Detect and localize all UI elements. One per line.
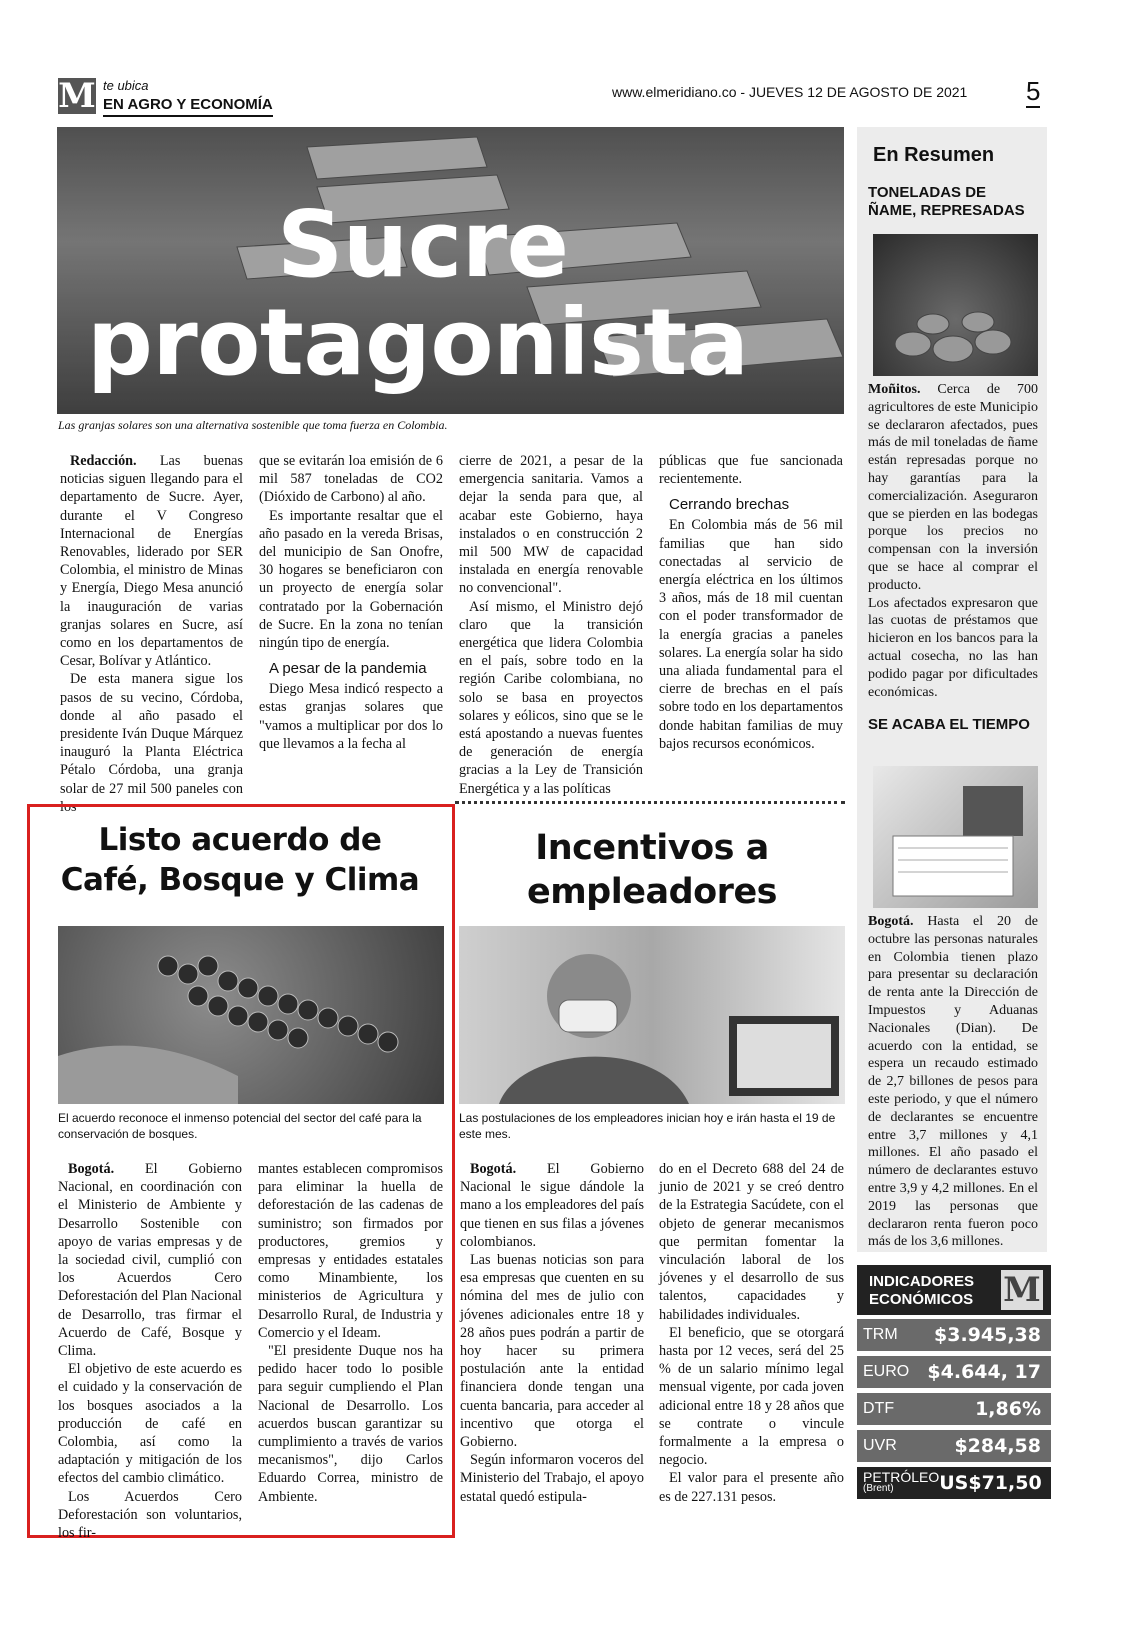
indicator-row-uvr [857,1430,1051,1462]
top-col3-p2: Así mismo, el Ministro dejó claro que la transición energética que lidera Colombia en el país, sobre todo en la región Caribe colombiana, no solo se basa en proyectos solares y eólicos, sino que se le está apostando a nuevas fuentes de generación de energía gracias a la Ley de Transición Energética y a las políticas [459,598,643,797]
employer-lead: Bogotá. [470,1161,517,1177]
main-headline-line1: Sucre [277,191,569,298]
employer-col1-p3: Según informaron voceros del Ministerio del Trabajo, el apoyo estatal quedó estipula- [460,1452,644,1505]
employer-col2-p1: do en el Decreto 688 del 24 de junio de 2021 y se creó dentro de la Estrategia Sacúdete, con el objeto de generar mecanismos que permitan fomentar la vinculación laboral de los jóvenes y el desarrollo de sus talentos, capacidades y habilidades individuales. [659,1161,844,1323]
sidebar-title: En Resumen [873,144,995,166]
top-subhead-brechas: Cerrando brechas [669,496,790,514]
indicators-title-line1: INDICADORES [869,1273,975,1290]
top-col4-p1: públicas que fue sancionada recientemente. [659,453,843,488]
sidebar-item1-body [868,381,1038,701]
indicator-row-euro [857,1356,1051,1388]
sidebar-item2-title: SE ACABA EL TIEMPO [868,716,1030,733]
indicator-row-trm [857,1319,1051,1351]
top-col2-p2: Es importante resaltar que el año pasado en la vereda Brisas, del municipio de San Onofre, 30 hogares se beneficiaron con un proyecto de energía solar contratado por la Gobernación de Sucre. En la zona no tenían ningún tipo de energía. [259,507,443,652]
indicators-header [857,1265,1051,1315]
sidebar-item1-p2: Los afectados expresaron que las cuotas de préstamos que hicieron en los bancos para la actual cosecha, no las han podido pagar por dificultades económicas. [868,595,1038,700]
employer-headline-line1: Incentivos a [535,828,769,868]
cafe-lead: Bogotá. [68,1161,115,1177]
sidebar-item1-lead: Moñitos. [868,382,921,397]
employer-col-1 [460,1160,644,1506]
masked-worker-photo [459,926,845,1104]
solar-farm-photo [57,127,844,414]
main-headline-line2: protagonista [87,289,749,396]
cafe-col2-p2: "El presidente Duque nos ha pedido hacer todo lo posible para seguir cumpliendo el Plan Nacional de Desarrollo. Los acuerdos buscan garantizar su cumplimiento a través de varios mecanismos", dijo Carlos Eduardo Correa, ministro de Ambiente. [258,1343,443,1505]
cafe-col1-p1: El Gobierno Nacional, en coordinación con el Ministerio de Ambiente y Desarrollo Sostenible con apoyo de varias empresas y de la sociedad civil, cumplió con los Acuerdos Cero Deforestación del Plan Nacional de Desarrollo, tras firmar el Acuerdo de Café, Bosque y Clima. [58,1161,242,1360]
top-subhead-pandemia: A pesar de la pandemia [269,660,427,678]
indicator-label: TRM [863,1326,898,1343]
indicator-value: $4.644, 17 [927,1361,1041,1383]
coffee-cherries-illustration [58,926,444,1104]
cafe-headline [40,820,440,900]
top-col-1 [60,452,243,816]
cafe-col1-p3: Los Acuerdos Cero Deforestación son voluntarios, los fir- [58,1488,242,1542]
name-tubers-photo [873,234,1038,376]
employer-headline-line2: empleadores [526,872,778,912]
indicators-title-line2: ECONÓMICOS [869,1291,974,1308]
sidebar-item2-p1: Hasta el 20 de octubre las personas naturales en Colombia tienen plazo para presentar su declaración de renta ante la Dirección de Impuestos y Aduanas Nacionales (Dian). De acuerdo con la entidad, se espera un recaudo estimado de 2,7 billones de pesos para este periodo, y que el número de declarantes se encuentre entre 3,7 millones y 4,1 millones. El año pasado el número de declarantes estuvo entre 3,9 y 4,2 millones. En el 2019 las personas que declararon renta fueron poco más de los 3,6 millones. [868,914,1038,1250]
top-photo-caption: Las granjas solares son una alternativa sostenible que toma fuerza en Colombia. [58,418,448,432]
masked-worker-illustration [459,926,845,1104]
indicator-row-petroleo [857,1467,1051,1499]
top-lead: Redacción. [70,453,137,469]
top-col1-p2: De esta manera sigue los pasos de su vecino, Córdoba, donde al año pasado el presidente Iván Duque Márquez inauguró la Planta Eléctrica Pétalo Córdoba, una granja solar de 27 mil 500 paneles con los [60,671,243,815]
indicator-label-group [863,1471,939,1495]
sidebar-item2-lead: Bogotá. [868,914,914,929]
top-col4-p2: En Colombia más de 56 mil familias que han sido conectadas al servicio de energía eléctrica en los últimos 3 años, más de 18 mil cuentan con el poder transformador de la energía gracias a paneles solares. La energía solar ha sido una aliada fundamental para el cierre de brechas en el país sobre todo en los departamentos donde habitan familias de muy bajos recursos económicos. [659,517,843,752]
employer-col2-p2: El beneficio, que se otorgará hasta por 12 veces, será del 25 % de un salario mínimo legal mensual vigente, por cada joven adicional entre 18 y 28 años que se contrate o vincule formalmente a la empresa o negocio. [659,1324,844,1469]
top-col1-p1: Las buenas noticias siguen llegando para el departamento de Sucre. Ayer, durante el V Congreso Internacional de Energías Renovables, liderado por SER Colombia, el ministro de Minas y Energía, Diego Mesa anunció la inauguración de varias granjas solares en Sucre, así como en los departamentos de Cesar, Bolívar y Atlántico. [60,453,243,670]
indicator-value: US$71,50 [939,1472,1042,1494]
cafe-col2-p1: mantes establecen compromisos para eliminar la huella de deforestación de las cadenas de suministro; son firmados por productores, gremios y empresas y entidades estatales como Minambiente, los ministerios de Agricultura y Desarrollo Rural, de Industria y Comercio y el Ideam. [258,1161,443,1341]
cafe-headline-line1: Listo acuerdo de [98,822,382,858]
sidebar-item1-p1: Cerca de 700 agricultores de este Municipio se declararon afectados, pues más de mil toneladas de ñame están represadas porque no hay garantías para la comercialización. Aseguraron que se pierden en las bodegas porque los precios no compensan con la inversión que se hace al comprar el producto. [868,382,1038,593]
indicator-value: $284,58 [954,1435,1041,1457]
cafe-col1-p2: El objetivo de este acuerdo es el cuidado y la conservación de los bosques asociados a la producción de café en Colombia, así como la adaptación y mitigación de los efectos del cambio climático. [58,1361,242,1487]
employer-col2-p3: El valor para el presente año es de 227.131 pesos. [659,1470,844,1505]
masthead-logo: M [58,76,96,116]
top-col-2 [259,452,443,753]
top-col3-p1: cierre de 2021, a pesar de la emergencia sanitaria. Vamos a dejar la senda para que, al acabar este Gobierno, haya instalados o en construcción 2 mil 500 MW de capacidad instalada en energía renovable no convencional". [459,453,643,597]
indicator-label: PETRÓLEO [863,1469,940,1485]
indicator-label: DTF [863,1400,895,1417]
section-divider [455,801,845,804]
sidebar-item2-body [868,913,1038,1251]
cafe-caption: El acuerdo reconoce el inmenso potencial del sector del café para la conservación de bosques. [58,1111,422,1141]
section-title: EN AGRO Y ECONOMÍA [103,96,273,117]
tax-calculator-photo [873,766,1038,908]
employer-headline [458,826,846,914]
top-col2-p1: que se evitarán loa emisión de 6 mil 587 toneladas de CO2 (Dióxido de Carbono) al año. [259,453,443,506]
indicator-label: UVR [863,1437,897,1454]
url-date: www.elmeridiano.co - JUEVES 12 DE AGOSTO DE 2021 [612,84,968,100]
top-col2-p3: Diego Mesa indicó respecto a estas granjas solares que "vamos a multiplicar por dos lo que llevamos a la fecha al [259,681,443,752]
page-number: 5 [1026,76,1041,106]
employer-caption: Las postulaciones de los empleadores inician hoy e irán hasta el 19 de este mes. [459,1111,836,1141]
employer-col-2 [659,1160,844,1506]
coffee-cherries-photo [58,926,444,1104]
cafe-col-2 [258,1160,443,1506]
indicator-sublabel: (Brent) [863,1483,894,1494]
top-col-3 [459,452,643,798]
cafe-headline-line2: Café, Bosque y Clima [60,862,420,898]
masthead-tagline: te ubica [103,78,149,93]
indicators-panel [857,1265,1051,1505]
sidebar-item1-title: TONELADAS DE ÑAME, REPRESADAS [868,184,1025,219]
indicator-value: $3.945,38 [934,1324,1041,1346]
indicator-value: 1,86% [975,1398,1041,1420]
employer-col1-p2: Las buenas noticias son para esa empresas que cuenten en su nómina del mes de julio con jóvenes adicionales entre 18 y 28 años pues podrán a partir de hoy hacer su primera postulación ante la entidad financiera donde tengan una cuenta bancaria, para acceder al incentivo que otorga el Gobierno. [460,1252,644,1451]
tubers-illustration [873,234,1038,376]
indicators-logo: M [1001,1270,1043,1310]
indicator-row-dtf [857,1393,1051,1425]
calculator-illustration [873,766,1038,908]
indicator-label: EURO [863,1363,910,1380]
cafe-col-1 [58,1160,242,1542]
top-col-4 [659,452,843,753]
employer-col1-p1: El Gobierno Nacional le sigue dándole la mano a los empleadores del país que tienen en sus filas a jóvenes colombianos. [460,1161,644,1250]
